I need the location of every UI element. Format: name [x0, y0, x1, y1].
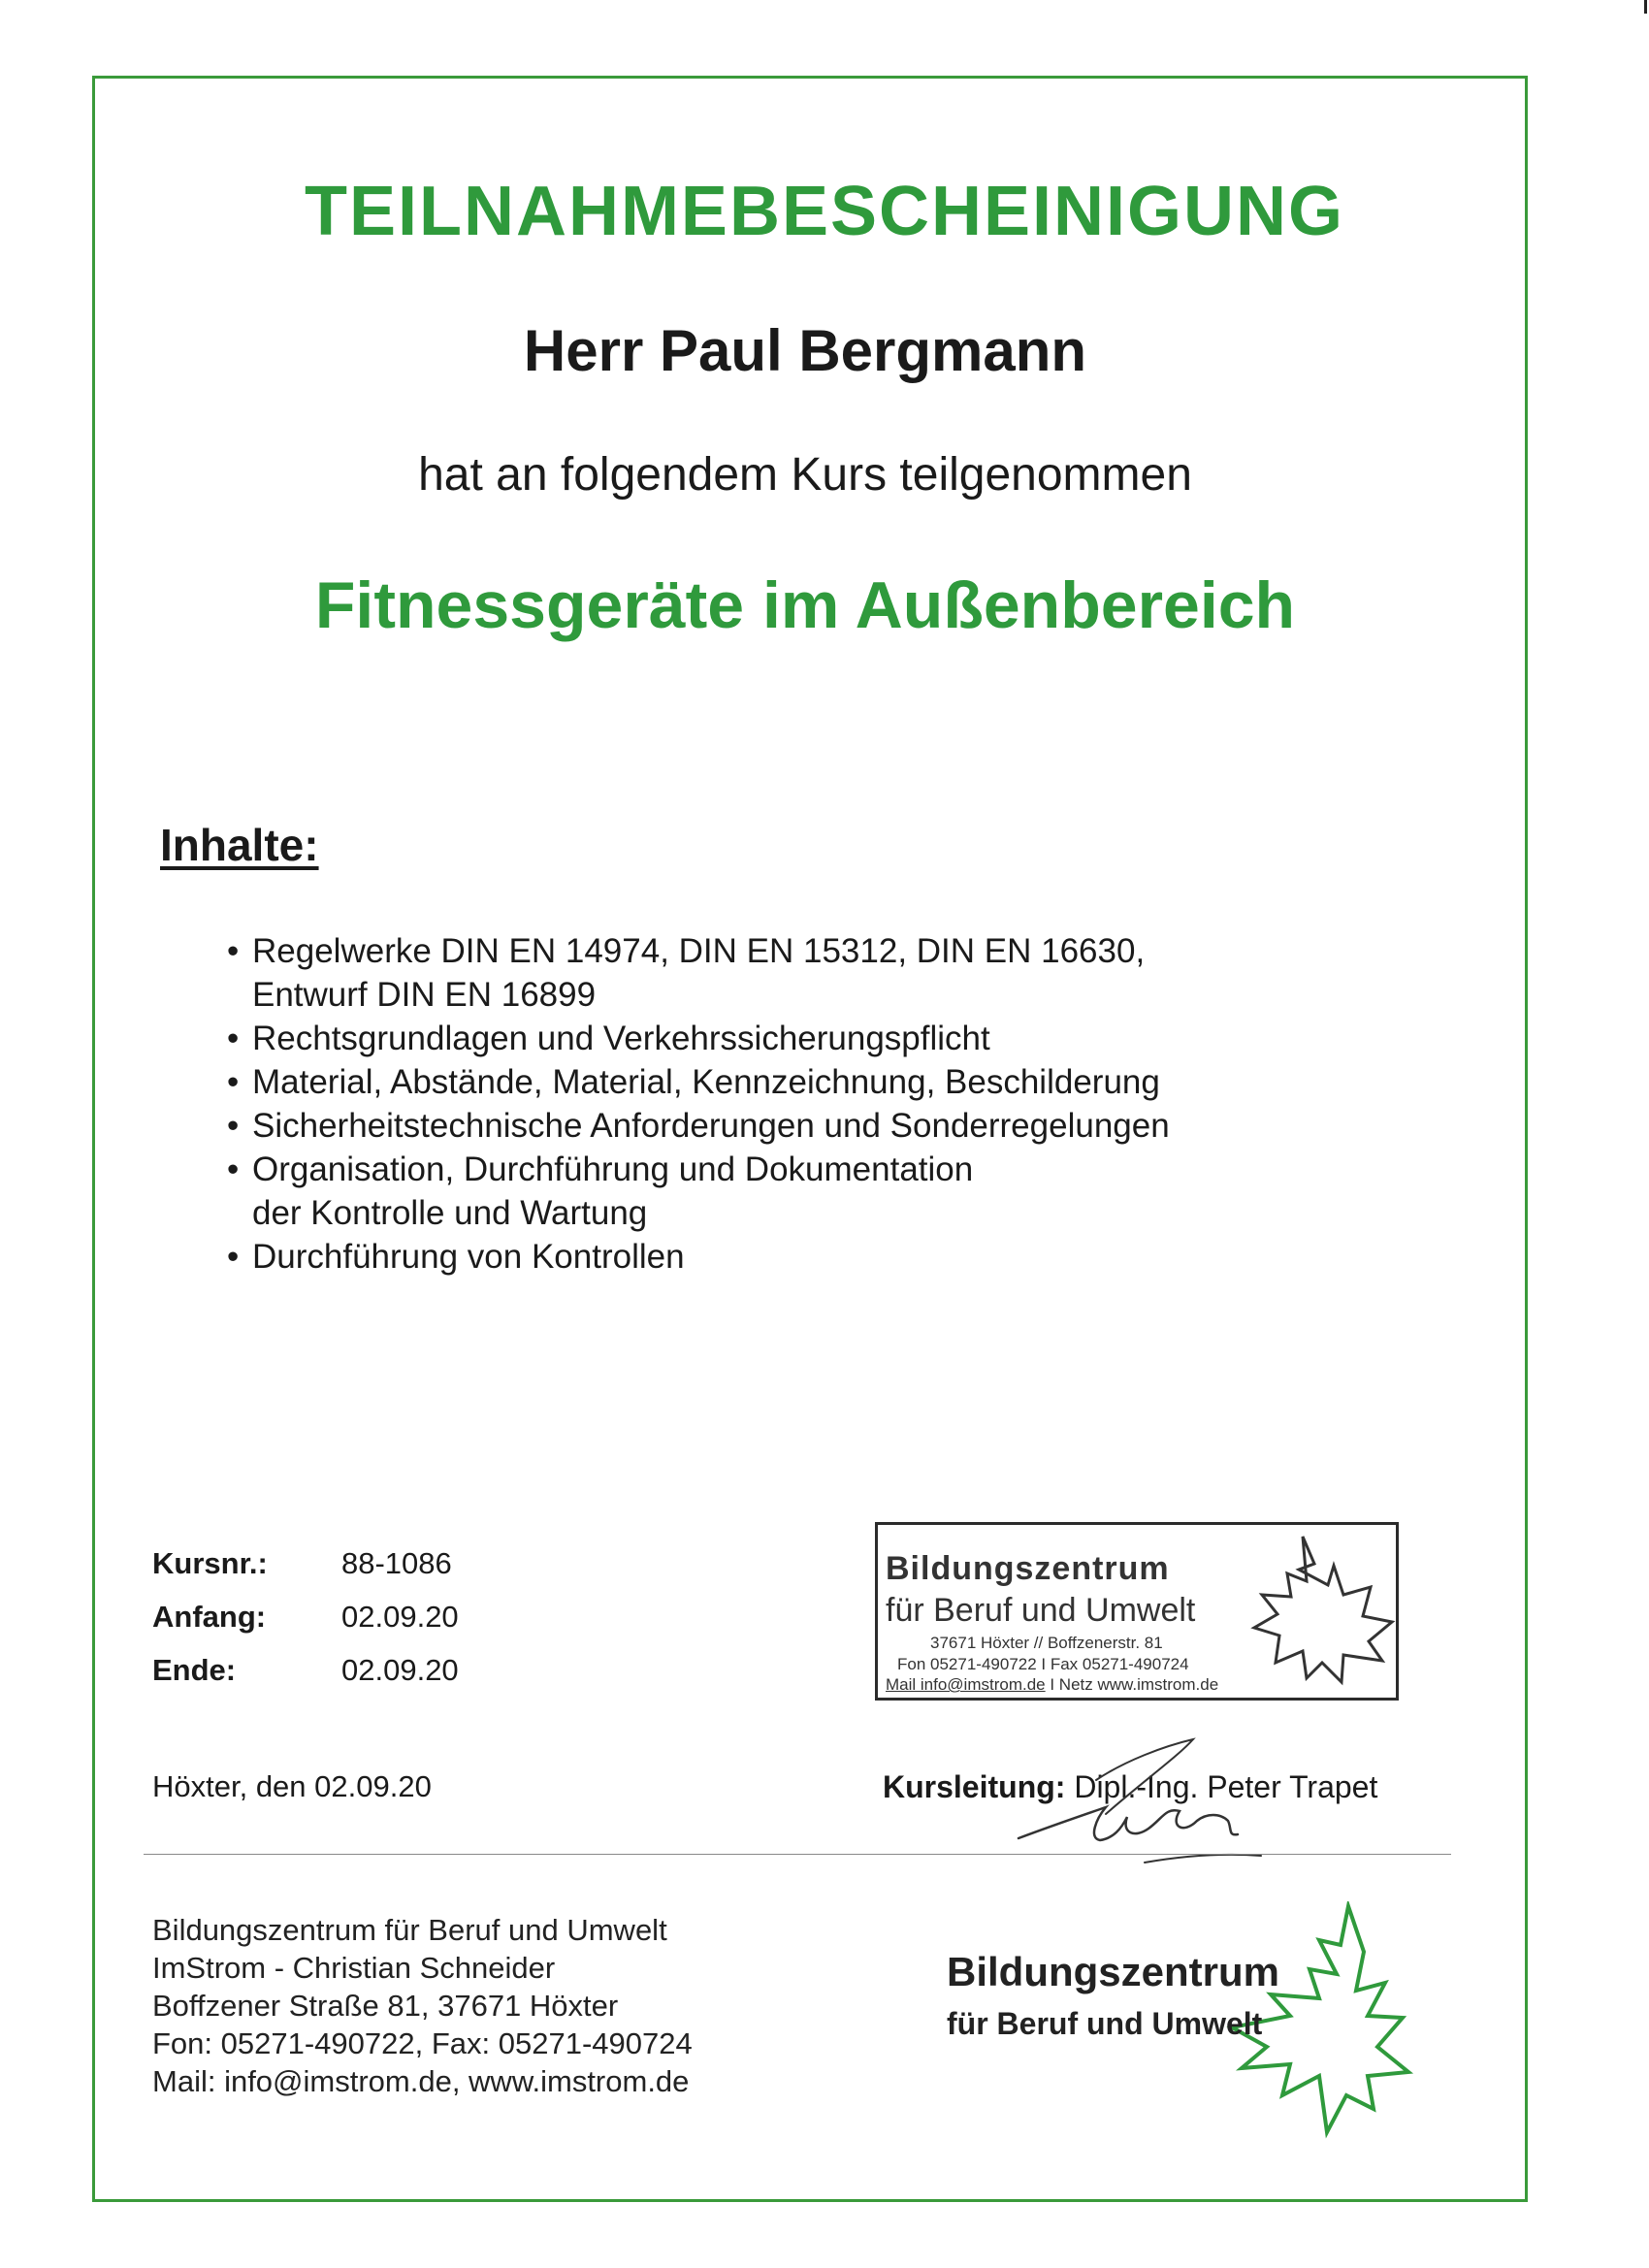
footer-line: Fon: 05271-490722, Fax: 05271-490724 [152, 2026, 693, 2060]
participation-statement: hat an folgendem Kurs teilgenommen [418, 449, 1192, 501]
contents-item: • Material, Abstände, Material, Kennzeichnung, Beschilderung [225, 1060, 1389, 1104]
end-date-row [152, 1651, 459, 1704]
end-date-label: Ende: [152, 1653, 237, 1687]
stamp-phone-fax: Fon 05271-490722 I Fax 05271-490724 [897, 1655, 1189, 1673]
footer-divider [144, 1854, 1451, 1855]
contents-item: • Sicherheitstechnische Anforderungen und Sonderregelungen [225, 1104, 1389, 1148]
footer-line: Boffzener Straße 81, 37671 Höxter [152, 1989, 619, 2023]
stamp-contact [886, 1676, 1218, 1693]
logo-title: Bildungszentrum [947, 1949, 1279, 1994]
course-details [152, 1544, 459, 1704]
stamp-title: Bildungszentrum [886, 1550, 1170, 1587]
contents-item: • Regelwerke DIN EN 14974, DIN EN 15312, DIN EN 16630, Entwurf DIN EN 16899 [225, 929, 1389, 1017]
course-number-label: Kursnr.: [152, 1546, 268, 1580]
stamp-address: 37671 Höxter // Boffzenerstr. 81 [930, 1634, 1163, 1652]
logo-subtitle: für Beruf und Umwelt [947, 2006, 1263, 2041]
course-number-row [152, 1544, 459, 1598]
participant-name: Herr Paul Bergmann [523, 318, 1087, 383]
instructor-name: Dipl.-Ing. Peter Trapet [1074, 1769, 1378, 1804]
contents-list [225, 929, 1389, 1279]
contents-item: • Durchführung von Kontrollen [225, 1235, 1389, 1279]
stamp-subtitle: für Beruf und Umwelt [886, 1592, 1196, 1629]
end-date-value: 02.09.20 [341, 1653, 459, 1687]
stamp-mail: Mail info@imstrom.de [886, 1675, 1046, 1694]
footer-address [152, 1911, 693, 2100]
contents-item: • Rechtsgrundlagen und Verkehrssicherungspflicht [225, 1017, 1389, 1060]
footer-line: Mail: info@imstrom.de, www.imstrom.de [152, 2064, 690, 2098]
certificate-title: TEILNAHMEBESCHEINIGUNG [304, 173, 1345, 250]
stamp-web: I Netz www.imstrom.de [1045, 1675, 1219, 1694]
place-and-date: Höxter, den 02.09.20 [152, 1769, 432, 1803]
start-date-value: 02.09.20 [341, 1600, 459, 1634]
institution-stamp [875, 1522, 1399, 1701]
scan-edge-mark [1644, 0, 1647, 14]
contents-item: • Organisation, Durchführung und Dokumentation der Kontrolle und Wartung [225, 1148, 1389, 1235]
start-date-row [152, 1598, 459, 1651]
start-date-label: Anfang: [152, 1600, 267, 1634]
instructor-label: Kursleitung: [883, 1769, 1066, 1804]
course-title: Fitnessgeräte im Außenbereich [314, 568, 1296, 642]
handwritten-signature [999, 1693, 1319, 1887]
footer-line: ImStrom - Christian Schneider [152, 1951, 556, 1985]
stamp-leaf-icon [1198, 1527, 1402, 1700]
footer-line: Bildungszentrum für Beruf und Umwelt [152, 1913, 667, 1947]
course-number-value: 88-1086 [341, 1546, 452, 1580]
institution-logo [941, 1901, 1426, 2144]
contents-heading: Inhalte: [160, 820, 319, 870]
